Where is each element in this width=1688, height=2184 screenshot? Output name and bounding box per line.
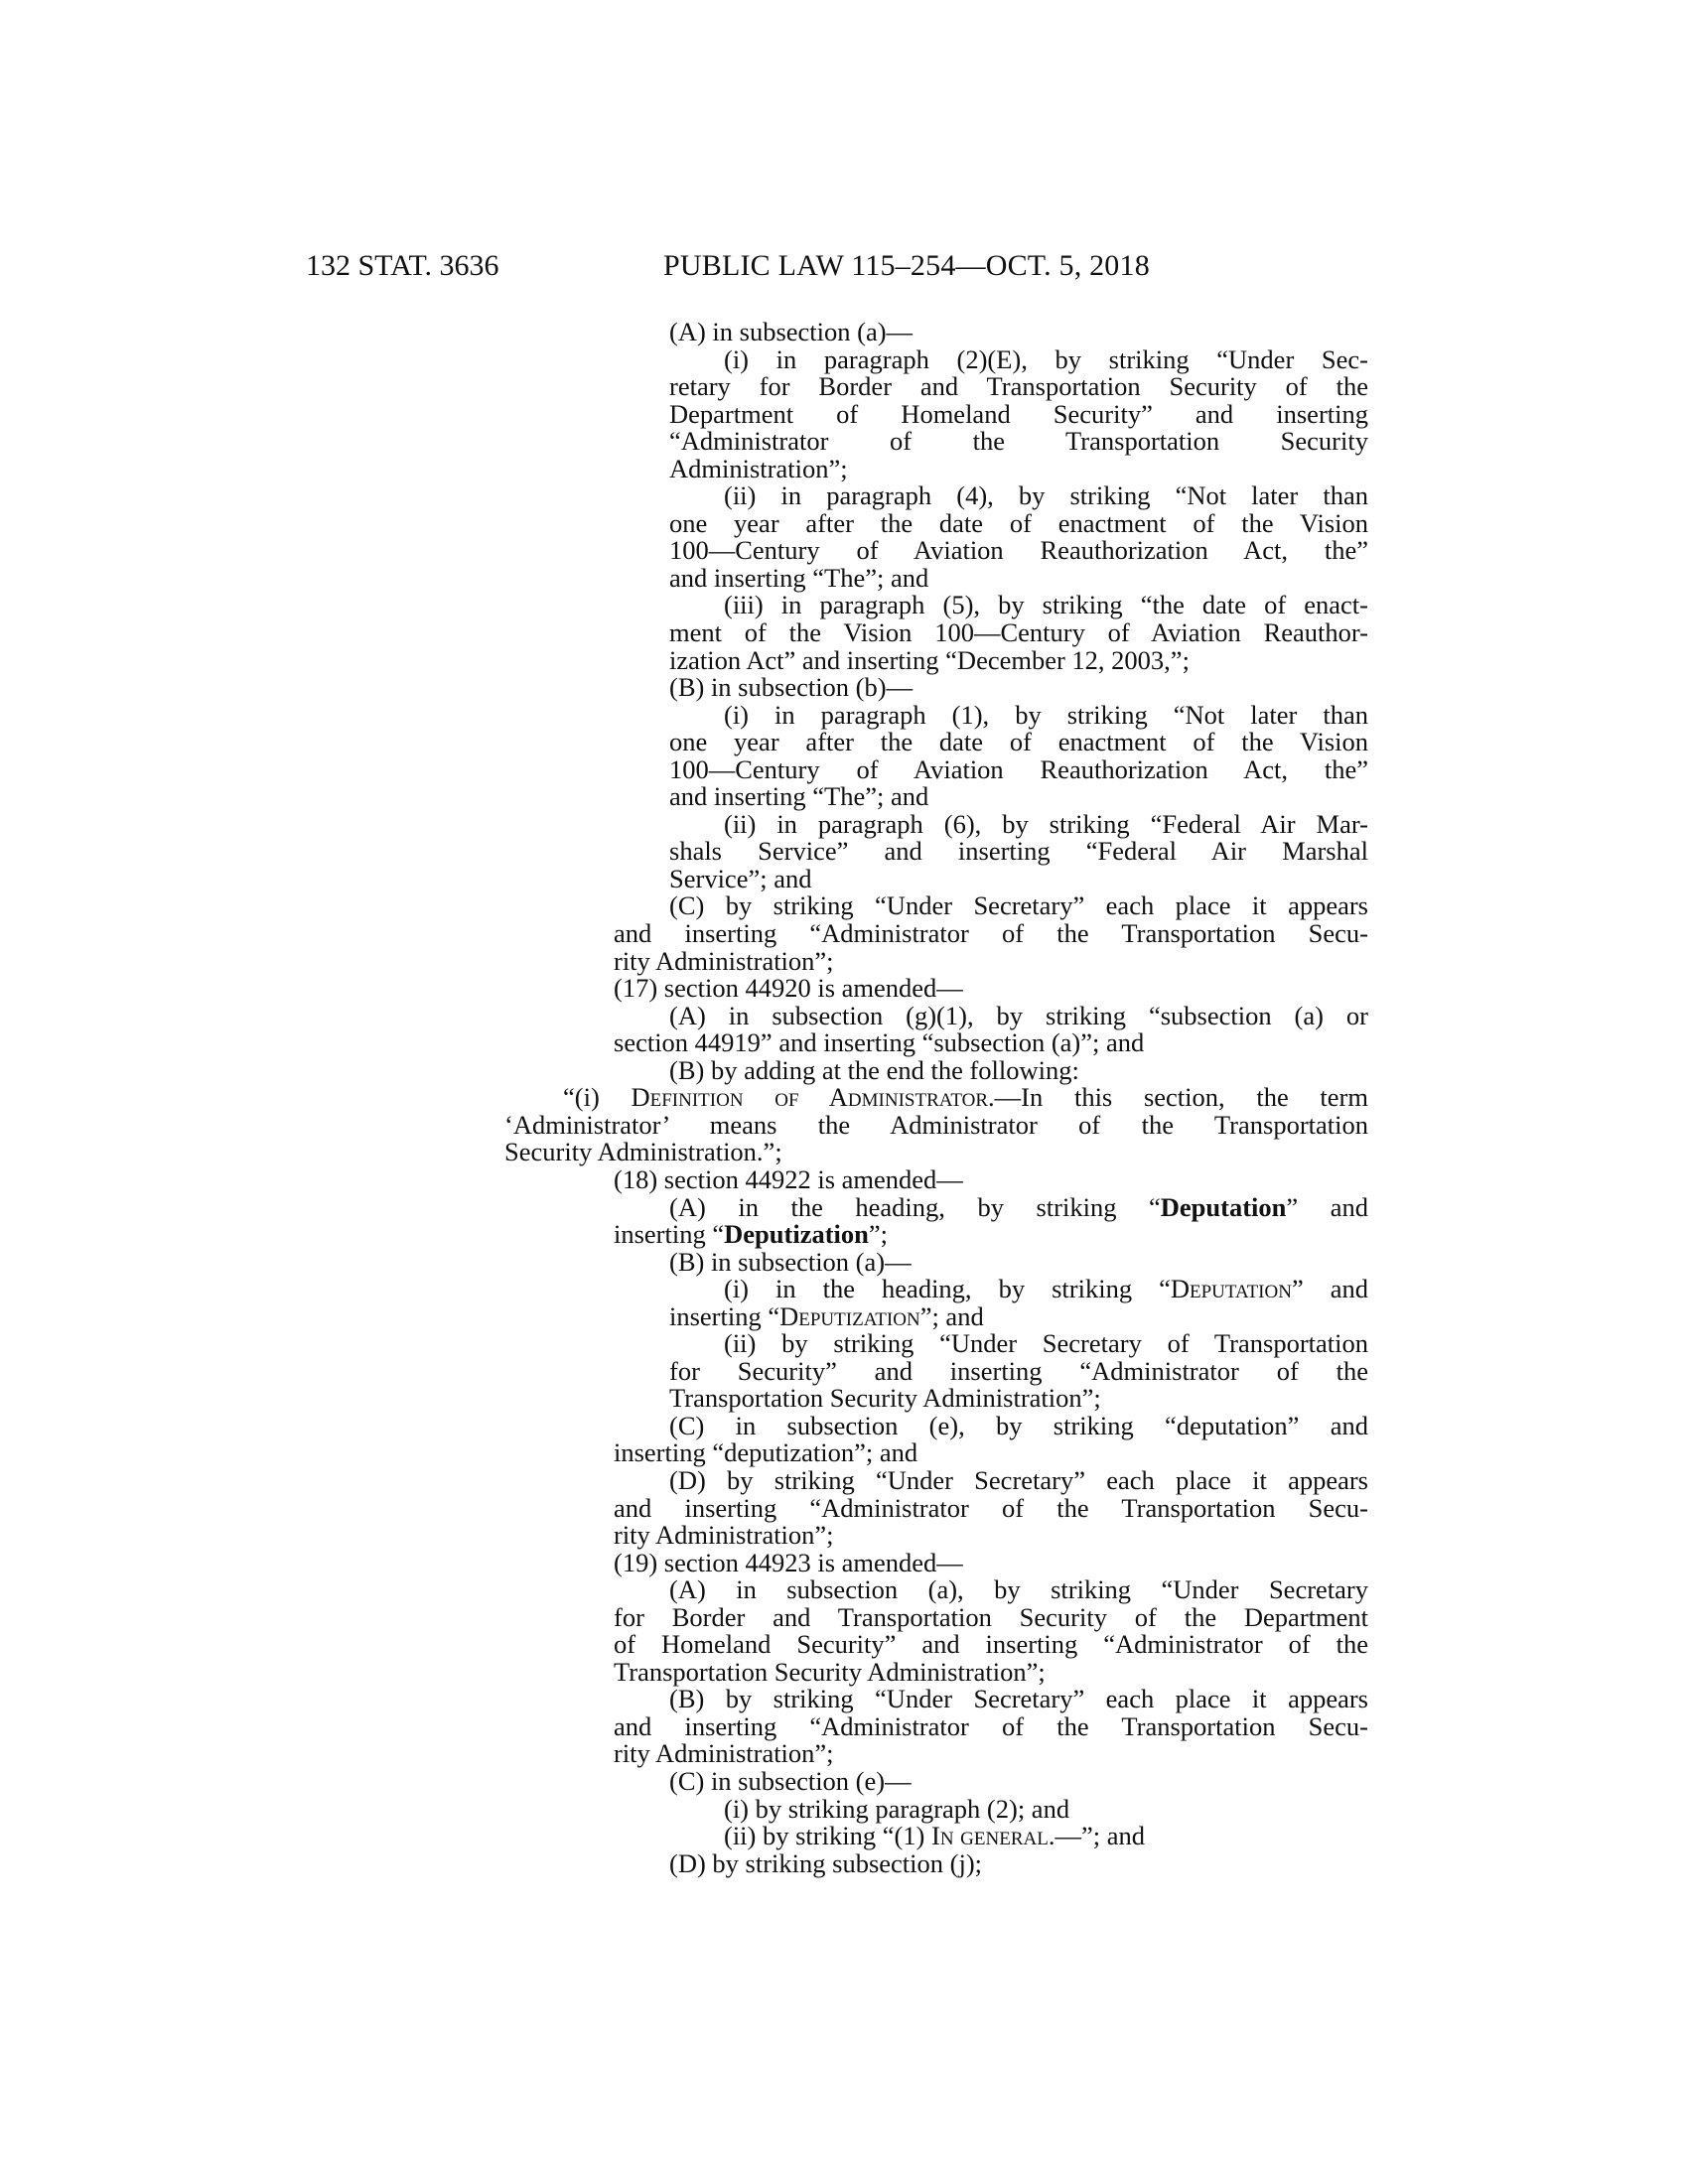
bold-text: Deputization: [724, 1219, 869, 1250]
line-text: (ii) in paragraph (6), by striking “Federal Air Mar-: [724, 808, 1368, 839]
line-text: Transportation Security Administration”;: [614, 1656, 1046, 1687]
line-text: “Administrator of the Transportation Security: [669, 426, 1368, 457]
text-line: [614, 920, 1368, 948]
text-line: [669, 319, 1368, 346]
text-line: [669, 1765, 1368, 1796]
line-text: (i) by striking paragraph (2); and: [724, 1793, 1070, 1824]
line-text: ”; and: [919, 1300, 984, 1331]
bold-text: Deputation: [1160, 1191, 1287, 1222]
line-text: for Security” and inserting “Administrator of the: [669, 1355, 1368, 1386]
line-text: (B) by adding at the end the following:: [669, 1054, 1079, 1085]
text-line: [669, 863, 1368, 893]
text-line: [669, 537, 1368, 565]
line-text: (17) section 44920 is amended—: [614, 973, 963, 1004]
running-header-title: PUBLIC LAW 115–254—OCT. 5, 2018: [663, 249, 1150, 282]
small-caps-text: Definition of Administrator: [631, 1082, 989, 1113]
line-text: (A) in the heading, by striking “: [669, 1191, 1161, 1222]
line-text: (C) in subsection (e)—: [669, 1765, 912, 1796]
text-line: [669, 753, 1368, 784]
text-line: [669, 1000, 1368, 1030]
line-text: (A) in subsection (a)—: [669, 317, 914, 346]
text-line: [724, 592, 1368, 619]
text-line: [669, 1385, 1368, 1413]
text-line: [724, 1330, 1368, 1358]
line-text: Administration”;: [669, 453, 848, 483]
text-line: [669, 1576, 1368, 1604]
text-line: [724, 482, 1368, 510]
line-text: section 44919” and inserting “subsection (a)”; and: [614, 1027, 1145, 1058]
text-line: [614, 1547, 1368, 1577]
text-line: [669, 838, 1368, 866]
line-text: and inserting “The”; and: [669, 781, 929, 812]
line-text: shals Service” and inserting “Federal Air Marshal: [669, 836, 1368, 867]
line-text: one year after the date of enactment of the Vision: [669, 727, 1368, 757]
line-text: (i) in paragraph (1), by striking “Not later than: [724, 699, 1368, 730]
text-line: [669, 674, 1368, 702]
line-text: Security Administration.”;: [504, 1137, 782, 1167]
line-text: (i) in paragraph (2)(E), by striking “Under Sec-: [724, 343, 1368, 374]
line-text: rity Administration”;: [614, 1738, 834, 1769]
line-text: and inserting “Administrator of the Transportation Secu-: [614, 918, 1368, 949]
text-line: [669, 1300, 1368, 1331]
text-line: [724, 1793, 1368, 1824]
line-text: ization Act” and inserting “December 12, 2003,”;: [669, 644, 1190, 675]
line-text: ” and: [1291, 1274, 1368, 1304]
text-line: [669, 428, 1368, 456]
text-line: [669, 507, 1368, 538]
small-caps-text: Deputation: [1170, 1274, 1292, 1304]
line-text: inserting “deputization”; and: [614, 1437, 918, 1468]
text-line: [724, 699, 1368, 730]
line-text: of Homeland Security” and inserting “Administrator of the: [614, 1629, 1368, 1660]
text-line: [669, 783, 1368, 811]
text-line: [614, 1492, 1368, 1523]
text-line: [614, 1740, 1368, 1768]
text-line: [724, 1823, 1368, 1850]
line-text: ment of the Vision 100—Century of Aviation Reauthor-: [669, 617, 1368, 648]
text-line: [563, 1084, 1368, 1112]
text-line: [614, 1601, 1368, 1632]
text-line: [669, 1355, 1368, 1386]
line-text: Transportation Security Administration”;: [669, 1383, 1101, 1414]
text-line: [669, 1191, 1368, 1222]
line-text: (19) section 44923 is amended—: [614, 1547, 963, 1577]
line-text: and inserting “Administrator of the Transportation Secu-: [614, 1710, 1368, 1741]
text-line: [669, 644, 1368, 675]
statute-page-number: 132 STAT. 3636: [306, 249, 499, 282]
line-text: and inserting “The”; and: [669, 562, 929, 593]
text-line: [504, 1109, 1368, 1140]
text-line: [669, 892, 1368, 920]
line-text: 100—Century of Aviation Reauthorization Act, the”: [669, 535, 1368, 566]
text-line: [614, 1656, 1368, 1687]
line-text: (ii) by striking “Under Secretary of Transportation: [724, 1328, 1368, 1359]
line-text: (18) section 44922 is amended—: [614, 1163, 963, 1194]
small-caps-text: Deputization: [779, 1300, 920, 1331]
text-line: [724, 1276, 1368, 1303]
text-line: [614, 945, 1368, 976]
line-text: ” and: [1286, 1191, 1368, 1222]
line-text: (B) by striking “Under Secretary” each place it appears: [669, 1684, 1368, 1714]
text-line: [669, 1464, 1368, 1495]
line-text: (B) in subsection (a)—: [669, 1246, 912, 1277]
text-line: [724, 808, 1368, 839]
text-line: [669, 398, 1368, 429]
text-line: [614, 975, 1368, 1003]
text-line: [614, 1163, 1368, 1194]
line-text: (C) by striking “Under Secretary” each place it appears: [669, 890, 1368, 921]
line-text: .—In this section, the term: [988, 1082, 1368, 1113]
text-line: [724, 343, 1368, 374]
text-line: [669, 562, 1368, 593]
line-text: for Border and Transportation Security of the Department: [614, 1601, 1368, 1632]
line-text: (D) by striking “Under Secretary” each place it appears: [669, 1464, 1368, 1495]
line-text: Service”; and: [669, 863, 812, 893]
line-text: ”;: [868, 1219, 888, 1250]
line-text: inserting “: [614, 1219, 725, 1250]
text-line: [669, 619, 1368, 647]
text-line: [614, 1522, 1368, 1550]
line-text: (ii) in paragraph (4), by striking “Not later than: [724, 480, 1368, 511]
line-text: ‘Administrator’ means the Administrator of the Transportation: [504, 1109, 1368, 1140]
line-text: (D) by striking subsection (j);: [669, 1847, 983, 1878]
line-text: (B) in subsection (b)—: [669, 672, 914, 703]
text-line: [504, 1139, 1368, 1166]
line-text: (A) in subsection (g)(1), by striking “subsection (a) or: [669, 1000, 1368, 1030]
line-text: (C) in subsection (e), by striking “deputation” and: [669, 1410, 1368, 1440]
line-text: 100—Century of Aviation Reauthorization Act, the”: [669, 753, 1368, 784]
line-text: rity Administration”;: [614, 1520, 834, 1551]
text-line: [614, 1029, 1368, 1057]
text-line: [614, 1221, 1368, 1249]
text-line: [614, 1631, 1368, 1659]
line-text: (ii) by striking “(1): [724, 1821, 932, 1851]
line-text: “(i): [563, 1082, 632, 1113]
line-text: Department of Homeland Security” and inserting: [669, 398, 1368, 429]
text-line: [669, 1410, 1368, 1440]
line-text: (A) in subsection (a), by striking “Under Secretary: [669, 1574, 1368, 1605]
text-line: [614, 1439, 1368, 1467]
line-text: inserting “: [669, 1300, 780, 1331]
text-line: [669, 1246, 1368, 1277]
text-line: [669, 373, 1368, 401]
small-caps-text: In general: [931, 1821, 1049, 1851]
line-text: (i) in the heading, by striking “: [724, 1274, 1171, 1304]
line-text: one year after the date of enactment of the Vision: [669, 507, 1368, 538]
document-body: [0, 319, 1688, 1877]
text-line: [669, 729, 1368, 756]
line-text: .—”; and: [1048, 1821, 1145, 1851]
line-text: rity Administration”;: [614, 945, 834, 976]
text-line: [669, 1847, 1368, 1878]
text-line: [614, 1710, 1368, 1741]
line-text: and inserting “Administrator of the Transportation Secu-: [614, 1492, 1368, 1523]
text-line: [669, 1054, 1368, 1085]
text-line: [669, 453, 1368, 483]
text-line: [669, 1686, 1368, 1713]
line-text: retary for Border and Transportation Security of the: [669, 371, 1368, 402]
line-text: (iii) in paragraph (5), by striking “the date of enact-: [724, 590, 1368, 620]
